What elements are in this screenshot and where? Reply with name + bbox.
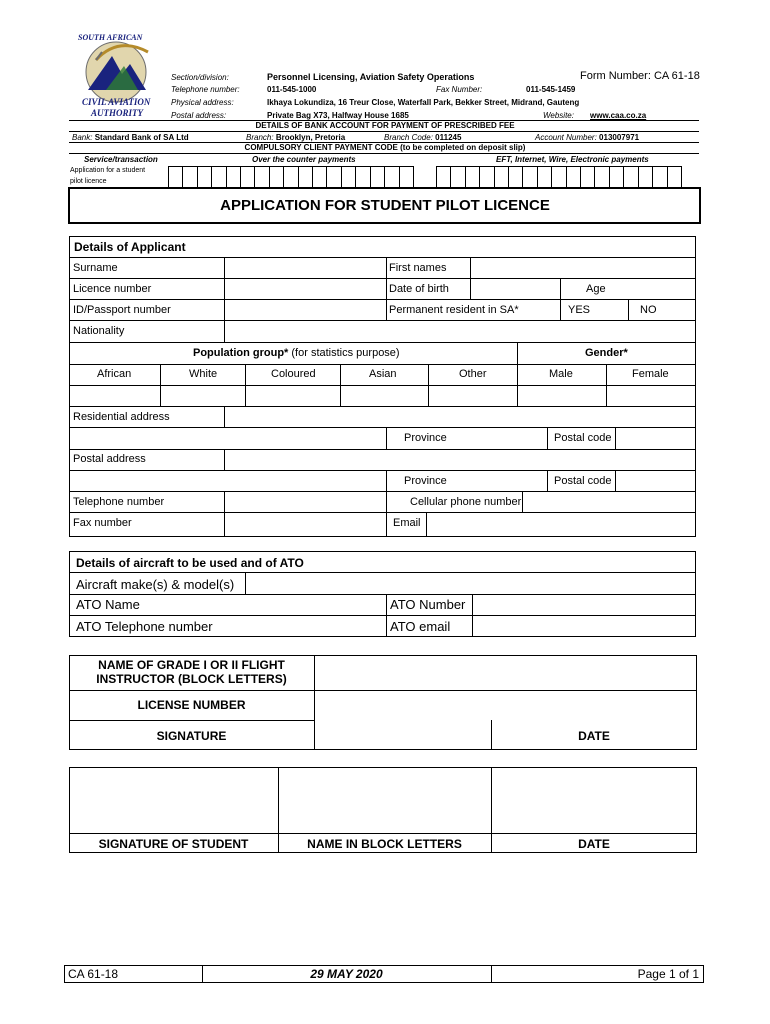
residential-address-field[interactable] [227, 408, 692, 426]
resident-no-option[interactable]: NO [640, 304, 657, 316]
applicant-heading: Details of Applicant [74, 240, 186, 254]
account-number-value: 013007971 [599, 133, 640, 142]
footer-date: 29 MAY 2020 [310, 967, 383, 981]
ato-telephone-field[interactable] [225, 617, 382, 635]
surname-label: Surname [73, 262, 118, 274]
ato-email-label: ATO email [390, 619, 451, 634]
telephone-number-label: Telephone number [73, 496, 165, 508]
aircraft-make-model-field[interactable] [248, 574, 692, 592]
student-date-field[interactable] [495, 770, 693, 830]
postal-address-label: Postal address: [171, 111, 227, 120]
first-names-label: First names [389, 262, 447, 274]
service-transaction-label: Service/transaction [84, 155, 158, 164]
form-number: Form Number: CA 61-18 [580, 70, 700, 82]
postal-postal-code-label: Postal code [554, 475, 612, 487]
website-label: Website: [543, 111, 574, 120]
bank-label: Bank: Standard Bank of SA Ltd [72, 133, 189, 142]
page-title: APPLICATION FOR STUDENT PILOT LICENCE [220, 197, 550, 214]
logo-name-line2: AUTHORITY [91, 108, 144, 118]
residential-address-label: Residential address [73, 411, 170, 423]
logo-arc-text: SOUTH AFRICAN [78, 33, 143, 42]
email-label: Email [393, 517, 421, 529]
footer-form-code: CA 61-18 [68, 967, 119, 981]
student-signature-label: SIGNATURE OF STUDENT [98, 837, 249, 851]
telephone-value: 011-545-1000 [267, 85, 317, 94]
permanent-resident-label: Permanent resident in SA* [389, 304, 519, 316]
telephone-number-field[interactable] [227, 493, 382, 511]
branch-code-value: 011245 [435, 133, 462, 142]
student-signature-field[interactable] [72, 770, 275, 830]
ato-number-field[interactable] [475, 596, 692, 613]
payment-code-title: COMPULSORY CLIENT PAYMENT CODE (to be completed on deposit slip) [244, 143, 526, 152]
ato-name-label: ATO Name [76, 597, 140, 612]
application-type-line1: Application for a student [70, 167, 146, 174]
postal-province-field[interactable] [477, 472, 543, 490]
population-other-option[interactable]: Other [459, 368, 487, 380]
postal-address-line2-field[interactable] [72, 472, 382, 490]
instructor-license-field[interactable] [318, 693, 692, 718]
telephone-label: Telephone number: [171, 85, 240, 94]
instructor-signature-field[interactable] [318, 723, 488, 748]
population-coloured-option[interactable]: Coloured [271, 368, 316, 380]
ato-number-label: ATO Number [390, 597, 466, 612]
nationality-label: Nationality [73, 325, 125, 337]
id-passport-field[interactable] [227, 301, 382, 319]
cellular-number-label: Cellular phone number [410, 496, 522, 508]
residential-postal-code-field[interactable] [618, 429, 692, 447]
branch-label: Branch: Brooklyn, Pretoria [246, 133, 346, 142]
postal-address-field[interactable] [227, 451, 692, 469]
account-number-label: Account Number: 013007971 [535, 133, 640, 142]
surname-field[interactable] [227, 259, 382, 277]
eft-payments-label: EFT, Internet, Wire, Electronic payments [496, 155, 649, 164]
instructor-name-label: NAME OF GRADE I OR II FLIGHT INSTRUCTOR (BLOCK LETTERS) [96, 658, 287, 686]
residential-address-line2-field[interactable] [72, 429, 382, 447]
ato-telephone-label: ATO Telephone number [76, 619, 213, 634]
gender-female-option[interactable]: Female [632, 368, 669, 380]
footer-page-number: Page 1 of 1 [637, 967, 699, 981]
bank-details-title: DETAILS OF BANK ACCOUNT FOR PAYMENT OF PRESCRIBED FEE [255, 121, 515, 130]
gender-label: Gender* [585, 347, 628, 359]
postal-postal-code-field[interactable] [618, 472, 692, 490]
section-label: Section/division: [171, 73, 229, 82]
date-of-birth-label: Date of birth [389, 283, 449, 295]
gender-male-option[interactable]: Male [549, 368, 573, 380]
population-asian-option[interactable]: Asian [369, 368, 397, 380]
student-date-label: DATE [578, 837, 610, 851]
aircraft-heading: Details of aircraft to be used and of ATO [76, 556, 304, 570]
residential-postal-code-label: Postal code [554, 432, 612, 444]
instructor-name-field[interactable] [318, 658, 692, 688]
counter-payment-code-boxes[interactable] [168, 166, 414, 188]
logo-name-line1: CIVIL AVIATION [82, 97, 151, 107]
student-name-field[interactable] [282, 770, 487, 830]
eft-payment-code-boxes[interactable] [436, 166, 682, 188]
residential-province-field[interactable] [477, 429, 543, 447]
instructor-license-label: LICENSE NUMBER [137, 698, 246, 712]
resident-yes-option[interactable]: YES [568, 304, 591, 316]
id-passport-label: ID/Passport number [73, 304, 171, 316]
section-value: Personnel Licensing, Aviation Safety Operations [267, 72, 475, 82]
application-type-line2: pilot licence [70, 178, 107, 185]
date-of-birth-field[interactable] [473, 280, 557, 298]
first-names-field[interactable] [473, 259, 693, 277]
instructor-date-label: DATE [578, 729, 610, 743]
postal-address-label-field: Postal address [73, 453, 146, 465]
fax-number-label: Fax number [73, 517, 132, 529]
physical-address-label: Physical address: [171, 98, 234, 107]
population-group-note: (for statistics purpose) [291, 347, 400, 359]
counter-payments-label: Over the counter payments [252, 155, 356, 164]
licence-number-label: Licence number [73, 283, 152, 295]
licence-number-field[interactable] [227, 280, 382, 298]
instructor-signature-label: SIGNATURE [156, 729, 227, 743]
fax-number-field[interactable] [227, 514, 382, 534]
nationality-field[interactable] [227, 322, 692, 340]
bank-value: Standard Bank of SA Ltd [94, 133, 189, 142]
postal-province-label: Province [404, 475, 447, 487]
population-white-option[interactable]: White [189, 368, 218, 380]
age-label: Age [586, 283, 606, 295]
student-name-label: NAME IN BLOCK LETTERS [307, 837, 462, 851]
website-link[interactable]: www.caa.co.za [590, 111, 647, 120]
ato-name-field[interactable] [150, 596, 382, 613]
residential-province-label: Province [404, 432, 447, 444]
fax-value: 011-545-1459 [526, 85, 576, 94]
physical-address-value: Ikhaya Lokundiza, 16 Treur Close, Waterfall Park, Bekker Street, Midrand, Gauteng [267, 98, 580, 107]
ato-email-field[interactable] [475, 617, 692, 635]
population-african-option[interactable]: African [97, 368, 132, 380]
branch-value: Brooklyn, Pretoria [275, 133, 346, 142]
branch-code-label: Branch Code: 011245 [384, 133, 462, 142]
email-field[interactable] [429, 514, 693, 534]
cellular-number-field[interactable] [525, 493, 693, 511]
postal-address-value: Private Bag X73, Halfway House 1685 [267, 111, 409, 120]
aircraft-make-model-label: Aircraft make(s) & model(s) [76, 577, 235, 592]
fax-label: Fax Number: [436, 85, 483, 94]
population-group-label: Population group* (for statistics purpose) [193, 347, 400, 359]
